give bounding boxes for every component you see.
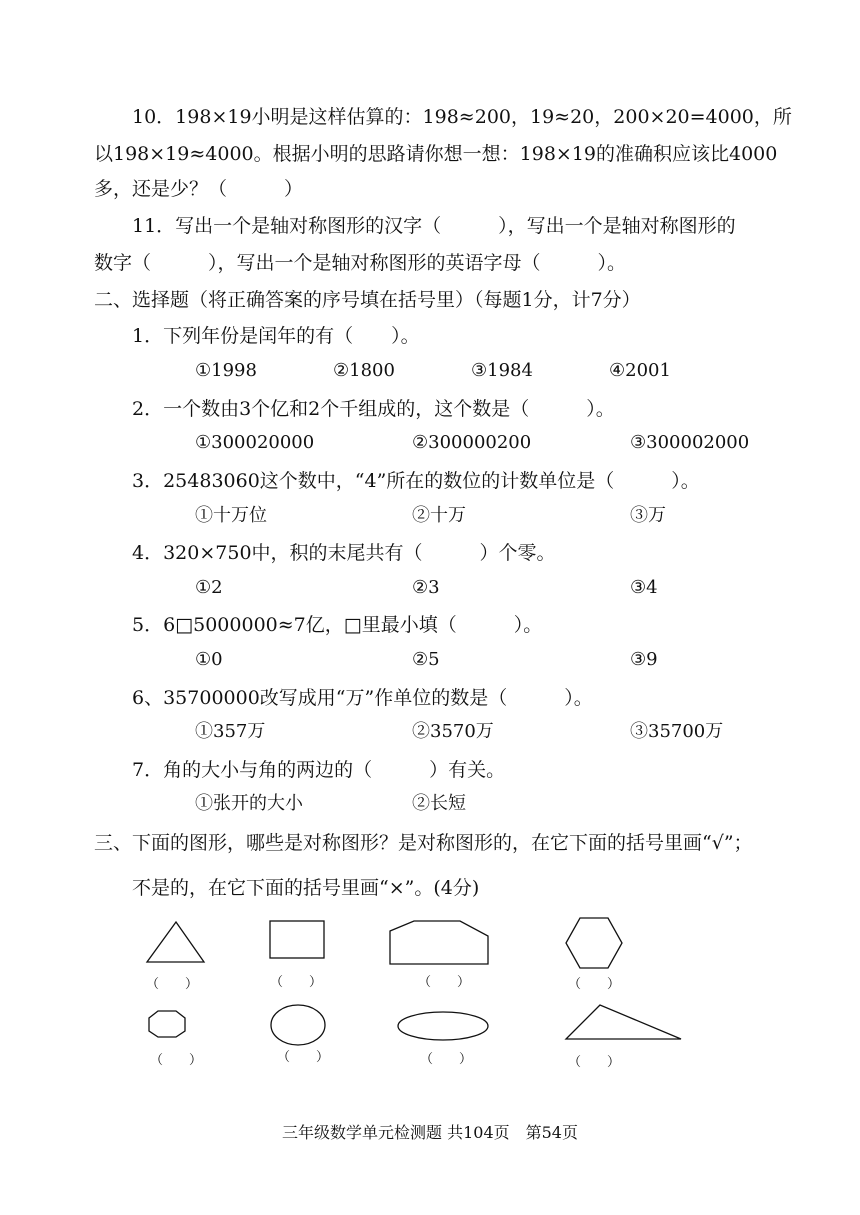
- s2-q4-option-2: ②3: [412, 577, 440, 598]
- answer-bracket-3[interactable]: （ ）: [418, 975, 471, 990]
- s2-q1-option-4: ④2001: [609, 360, 671, 381]
- s2-q7-option-1: ①张开的大小: [195, 793, 303, 814]
- answer-bracket-5[interactable]: （ ）: [150, 1053, 203, 1068]
- s2-q6-option-3: ③35700万: [630, 721, 724, 742]
- s2-q6-option-2: ②3570万: [412, 721, 494, 742]
- pentagon-icon: [390, 921, 488, 964]
- rectangle-icon: [270, 921, 324, 958]
- scalene-triangle-icon: [566, 1005, 681, 1039]
- ellipse-icon: [398, 1012, 488, 1040]
- page-footer: 三年级数学单元检测题 共104页 第54页: [282, 1123, 578, 1142]
- octagon-icon: [149, 1011, 185, 1037]
- section-3-line-2: 不是的，在它下面的括号里画“×”。(4分): [132, 877, 480, 899]
- s2-q1-option-3: ③1984: [471, 360, 533, 381]
- s2-q4-option-3: ③4: [630, 577, 658, 598]
- circle-icon: [271, 1005, 325, 1045]
- answer-bracket-4[interactable]: （ ）: [568, 977, 621, 992]
- triangle-icon: [147, 922, 204, 962]
- s2-q5-option-2: ②5: [412, 649, 440, 670]
- s2-q2-option-1: ①300020000: [195, 432, 315, 453]
- s2-q5-option-3: ③9: [630, 649, 658, 670]
- answer-bracket-1[interactable]: （ ）: [146, 977, 199, 992]
- s2-q7-option-2: ②长短: [412, 793, 466, 814]
- s2-q6-text: 6、35700000改写成用“万”作单位的数是（ ）。: [132, 687, 593, 709]
- s2-q1-text: 1．下列年份是闰年的有（ ）。: [132, 325, 420, 347]
- answer-bracket-8[interactable]: （ ）: [568, 1055, 621, 1070]
- s2-q4-option-1: ①2: [195, 577, 223, 598]
- q10-line-1: 10．198×19小明是这样估算的：198≈200，19≈20，200×20=4000，所: [132, 106, 792, 128]
- answer-bracket-2[interactable]: （ ）: [270, 975, 323, 990]
- hexagon-icon: [566, 918, 622, 968]
- answer-bracket-7[interactable]: （ ）: [420, 1052, 473, 1067]
- section-2-title: 二、选择题（将正确答案的序号填在括号里）（每题1分，计7分）: [94, 289, 641, 311]
- q10-line-3: 多，还是少？（ ）: [94, 178, 304, 200]
- s2-q2-text: 2．一个数由3个亿和2个千组成的，这个数是（ ）。: [132, 398, 615, 420]
- section-3-line-1: 三、下面的图形，哪些是对称图形？是对称图形的，在它下面的括号里画“√”；: [94, 832, 753, 854]
- s2-q4-text: 4．320×750中，积的末尾共有（ ）个零。: [132, 542, 556, 564]
- q11-line-2: 数字（ ），写出一个是轴对称图形的英语字母（ ）。: [94, 252, 627, 274]
- q11-line-1: 11．写出一个是轴对称图形的汉字（ ），写出一个是轴对称图形的: [132, 215, 736, 237]
- s2-q5-text: 5．6□5000000≈7亿，□里最小填（ ）。: [132, 614, 543, 636]
- q10-line-2: 以198×19≈4000。根据小明的思路请你想一想：198×19的准确积应该比4000: [94, 143, 778, 165]
- answer-bracket-6[interactable]: （ ）: [277, 1050, 330, 1065]
- s2-q3-text: 3．25483060这个数中，“4”所在的数位的计数单位是（ ）。: [132, 470, 700, 492]
- s2-q3-option-3: ③万: [630, 505, 666, 526]
- s2-q1-option-2: ②1800: [333, 360, 395, 381]
- s2-q3-option-2: ②十万: [412, 505, 466, 526]
- s2-q7-text: 7．角的大小与角的两边的（ ）有关。: [132, 759, 506, 781]
- s2-q6-option-1: ①357万: [195, 721, 266, 742]
- s2-q1-option-1: ①1998: [195, 360, 257, 381]
- s2-q2-option-2: ②300000200: [412, 432, 532, 453]
- s2-q3-option-1: ①十万位: [195, 505, 267, 526]
- s2-q5-option-1: ①0: [195, 649, 223, 670]
- s2-q2-option-3: ③300002000: [630, 432, 750, 453]
